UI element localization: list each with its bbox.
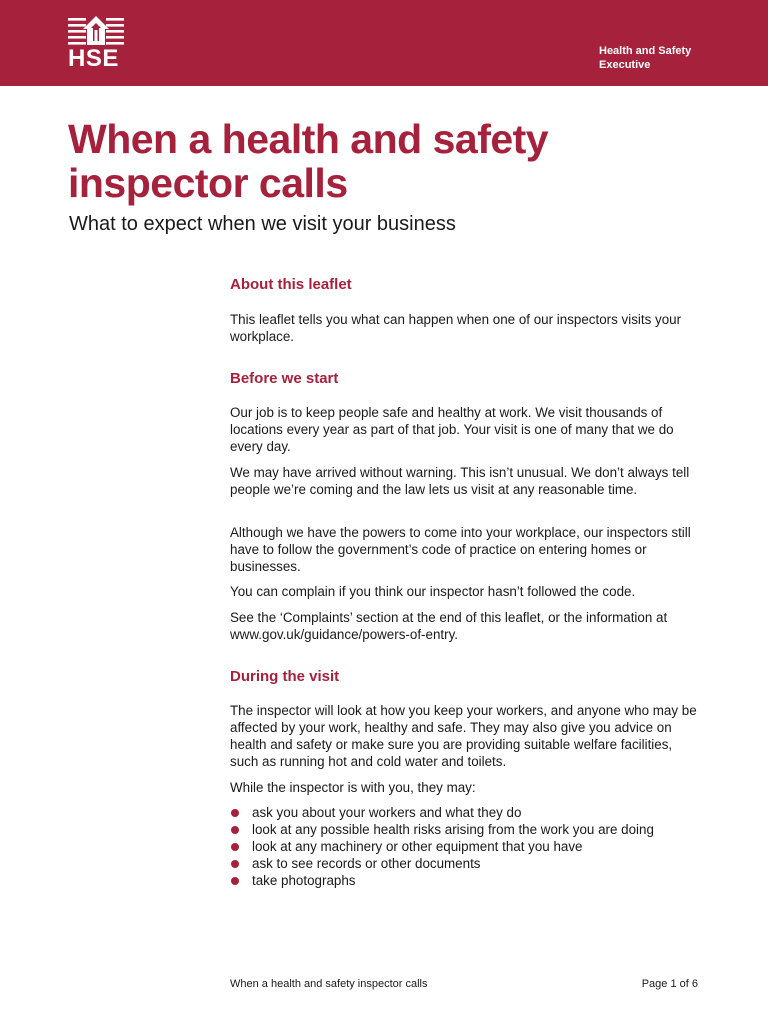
bullet-icon [231,826,239,834]
organisation-name-line-1: Health and Safety [599,45,692,57]
paragraph-during-2: While the inspector is with you, they may: [230,780,476,795]
list-item-text: look at any machinery or other equipment that you have [252,839,583,854]
list-item-text: look at any possible health risks arising from the work you are doing [252,822,654,837]
bullet-icon [231,860,239,868]
list-item-text: ask you about your workers and what they do [252,805,522,820]
list-item-text: ask to see records or other documents [252,856,481,871]
paragraph-about: This leaflet tells you what can happen when one of our inspectors visits your workplace. [230,312,682,344]
list-item [230,804,700,821]
paragraph-during-1: The inspector will look at how you keep your workers, and anyone who may be affected by your work, healthy and safe. They may also give you advice on health and safety or make sure you are providing suitable welfare facilities, such as running hot and cold water and toilets. [230,703,697,769]
bullet-icon [231,843,239,851]
paragraph-before-1: Our job is to keep people safe and healthy at work. We visit thousands of locations every year as part of that job. Your visit is one of many that we do every day. [230,405,674,454]
list-item [230,838,700,855]
bullet-icon [231,877,239,885]
footer-document-title: When a health and safety inspector calls [230,978,428,990]
inspector-actions-list [230,804,700,889]
list-item [230,872,700,889]
list-item [230,855,700,872]
list-item [230,821,700,838]
organisation-name-line-2: Executive [599,59,651,71]
hse-emblem-icon [68,16,126,46]
section-heading-during: During the visit [230,668,340,685]
hse-logo-text: HSE [68,45,119,72]
paragraph-before-4: You can complain if you think our inspector hasn’t followed the code. [230,584,636,599]
document-title: When a health and safety inspector calls [68,116,549,206]
header-banner [0,0,768,86]
footer-page-number: Page 1 of 6 [641,978,698,990]
paragraph-before-3: Although we have the powers to come into your workplace, our inspectors still have to follow the government’s code of practice on entering homes or businesses. [230,525,691,574]
paragraph-before-2: We may have arrived without warning. This isn’t unusual. We don’t always tell people we’re coming and the law lets us visit at any reasonable time. [230,465,690,497]
bullet-icon [231,809,239,817]
list-item-text: take photographs [252,873,356,888]
organisation-name [599,44,729,72]
section-heading-about: About this leaflet [230,276,352,293]
paragraph-before-5: See the ‘Complaints’ section at the end of this leaflet, or the information at www.gov.uk/guidance/powers-of-entry. [230,610,668,642]
document-subtitle: What to expect when we visit your business [69,213,456,235]
section-heading-before: Before we start [230,370,339,387]
